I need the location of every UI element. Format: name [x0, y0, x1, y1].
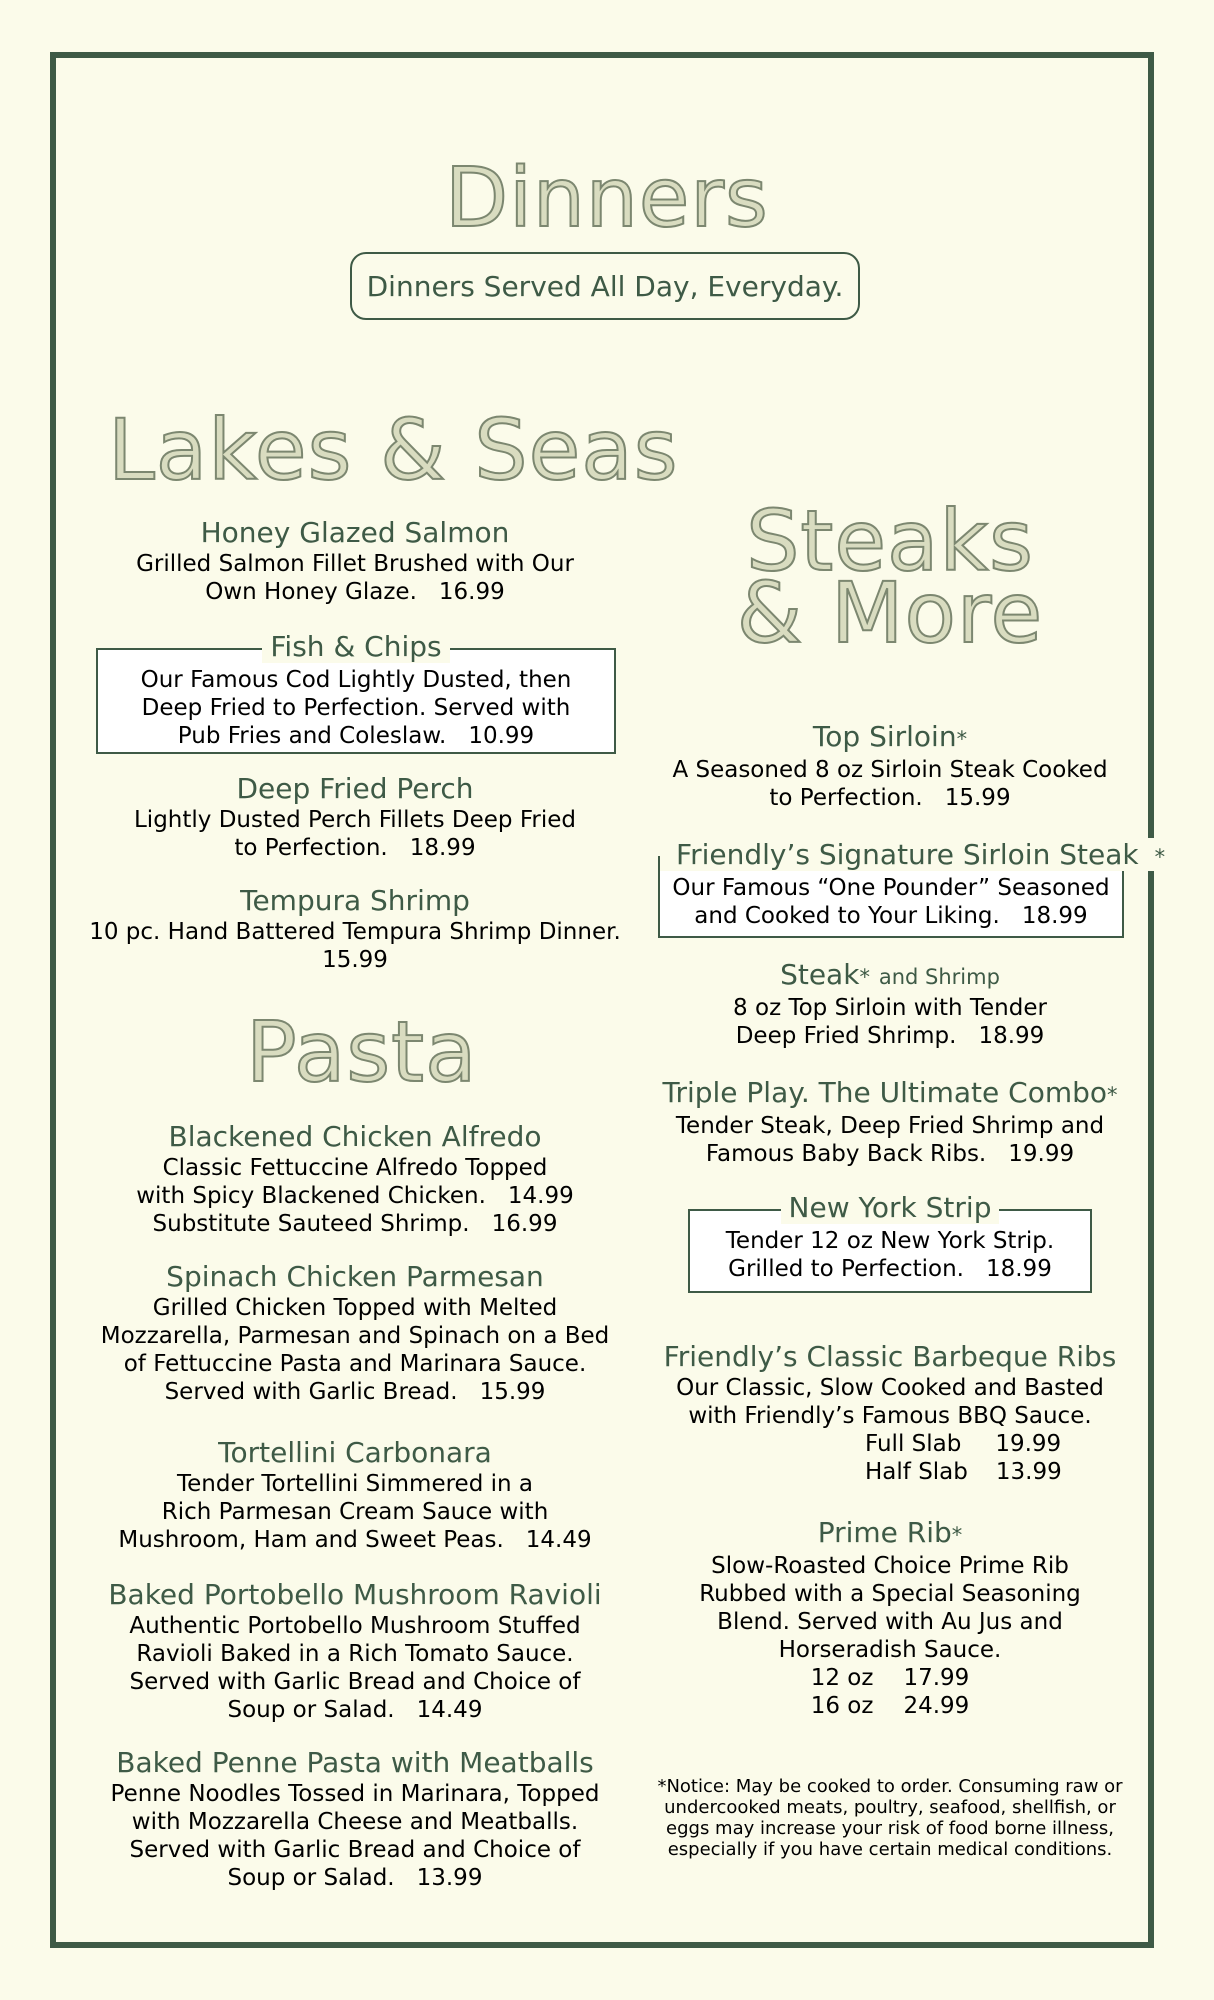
page-title: Dinners [445, 151, 769, 246]
item-price: 18.99 [409, 835, 476, 861]
item-desc: Grilled Chicken Topped with Melted [152, 1295, 558, 1321]
section-title-pasta: Pasta [246, 1003, 478, 1101]
item-price: 15.99 [479, 1379, 546, 1405]
item-name: Honey Glazed Salmon [200, 516, 510, 549]
menu-item [655, 958, 1125, 1050]
item-price: 24.99 [903, 1693, 970, 1719]
item-desc: Soup or Salad. [227, 1697, 395, 1723]
item-desc: Tender Steak, Deep Fried Shrimp and [675, 1113, 1105, 1139]
item-price: 19.99 [1008, 1141, 1075, 1167]
item-star: * [1147, 845, 1174, 869]
item-desc: Served with Garlic Bread. [164, 1379, 458, 1405]
menu-item [655, 1076, 1125, 1168]
menu-item [80, 884, 630, 974]
item-name: Steak [780, 958, 860, 991]
item-desc: with Friendly’s Famous BBQ Sauce. [688, 1403, 1092, 1429]
item-desc: Tender 12 oz New York Strip. [725, 1228, 1055, 1254]
item-desc: to Perfection. [769, 785, 923, 811]
item-desc: Horseradish Sauce. [778, 1637, 1002, 1663]
item-star: * [859, 965, 870, 989]
section-title-steaks-more [700, 492, 1080, 662]
item-desc: Slow-Roasted Choice Prime Rib [711, 1553, 1069, 1579]
item-desc: Grilled Salmon Fillet Brushed with Our [136, 551, 574, 577]
menu-item [90, 772, 620, 862]
item-desc: Served with Garlic Bread and Choice of [129, 1837, 581, 1863]
item-desc: Ravioli Baked in a Rich Tomato Sauce. [136, 1641, 574, 1667]
featured-item [658, 838, 1166, 938]
item-name: Tempura Shrimp [240, 884, 470, 917]
item-desc: of Fettuccine Pasta and Marinara Sauce. [123, 1351, 587, 1377]
menu-item [90, 1746, 620, 1892]
item-name: Blackened Chicken Alfredo [168, 1120, 542, 1153]
item-star: * [1107, 1083, 1118, 1107]
banner-text: Dinners Served All Day, Everyday. [366, 269, 844, 303]
item-price: 18.99 [1021, 903, 1088, 929]
item-desc: 8 oz Top Sirloin with Tender [733, 995, 1047, 1021]
item-name: Deep Fried Perch [236, 772, 474, 805]
item-desc: with Mozzarella Cheese and Meatballs. [131, 1809, 579, 1835]
featured-item [96, 630, 616, 754]
item-price: 16.99 [438, 579, 505, 605]
item-name: Prime Rib [817, 1516, 952, 1549]
item-price: 15.99 [944, 785, 1011, 811]
item-price: 14.49 [416, 1697, 483, 1723]
item-option: Full Slab [865, 1431, 962, 1457]
item-name: Spinach Chicken Parmesan [166, 1260, 544, 1293]
item-name: Friendly’s Classic Barbeque Ribs [663, 1340, 1117, 1373]
item-desc: Mushroom, Ham and Sweet Peas. [118, 1527, 504, 1553]
steaks-line-1: Steaks [746, 492, 1034, 590]
item-desc: with Spicy Blackened Chicken. [136, 1183, 486, 1209]
menu-item [655, 1516, 1125, 1720]
item-desc: Our Famous Cod Lightly Dusted, then [140, 667, 572, 693]
item-price: 13.99 [995, 1459, 1062, 1485]
section-title-lakes-seas: Lakes & Seas [108, 401, 679, 499]
item-name: Triple Play. The Ultimate Combo [662, 1076, 1108, 1109]
item-star: * [956, 727, 968, 751]
item-desc: Blend. Served with Au Jus and [717, 1609, 1063, 1635]
item-name: Friendly’s Signature Sirloin Steak [668, 838, 1147, 871]
item-price: 13.99 [416, 1865, 483, 1891]
item-price: 18.99 [985, 1256, 1052, 1282]
item-desc: Rubbed with a Special Seasoning [699, 1581, 1081, 1607]
item-desc: Grilled to Perfection. [728, 1256, 964, 1282]
item-desc: and Cooked to Your Liking. [694, 903, 1000, 929]
food-safety-notice: *Notice: May be cooked to order. Consuming raw or undercooked meats, poultry, seafood, shellfish, or eggs may increase your risk of food borne illness, especially if you have certain medical conditions. [657, 1776, 1123, 1860]
item-desc: Our Famous “One Pounder” Seasoned [672, 875, 1110, 901]
item-price: 14.99 [507, 1183, 574, 1209]
item-price: 10.99 [468, 723, 535, 749]
item-desc: Pub Fries and Coleslaw. [177, 723, 447, 749]
item-desc: Famous Baby Back Ribs. [705, 1141, 987, 1167]
item-desc: 10 pc. Hand Battered Tempura Shrimp Dinner. [89, 919, 621, 945]
item-desc: Classic Fettuccine Alfredo Topped [162, 1155, 548, 1181]
item-desc: Deep Fried Shrimp. [735, 1023, 957, 1049]
item-desc: Substitute Sauteed Shrimp. [152, 1211, 470, 1237]
menu-item [90, 1436, 620, 1554]
item-desc: Penne Noodles Tossed in Marinara, Topped [110, 1781, 600, 1807]
item-price: 19.99 [995, 1431, 1062, 1457]
item-desc: Own Honey Glaze. [205, 579, 417, 605]
menu-item [90, 1260, 620, 1406]
menu-item [90, 516, 620, 606]
item-desc: Served with Garlic Bread and Choice of [129, 1669, 581, 1695]
item-desc: Our Classic, Slow Cooked and Basted [676, 1375, 1104, 1401]
item-star: * [951, 1523, 963, 1547]
featured-item [688, 1191, 1092, 1293]
item-price: 18.99 [978, 1023, 1045, 1049]
item-option: 16 oz [810, 1693, 874, 1719]
item-desc: Deep Fried to Perfection. Served with [141, 695, 571, 721]
item-price: 15.99 [322, 947, 388, 973]
item-name: Top Sirloin [812, 720, 957, 753]
item-desc: Authentic Portobello Mushroom Stuffed [129, 1613, 581, 1639]
item-name: Baked Penne Pasta with Meatballs [116, 1746, 594, 1779]
item-option: Half Slab [865, 1459, 968, 1485]
steaks-line-2: & More [736, 564, 1044, 662]
item-option: 12 oz [810, 1665, 874, 1691]
menu-item [655, 1340, 1125, 1486]
item-name: Tortellini Carbonara [218, 1436, 492, 1469]
item-name: New York Strip [781, 1191, 1000, 1224]
item-desc: Tender Tortellini Simmered in a [176, 1471, 533, 1497]
menu-item [655, 720, 1125, 812]
menu-item [90, 1578, 620, 1724]
item-name: Baked Portobello Mushroom Ravioli [108, 1578, 602, 1611]
item-desc: Lightly Dusted Perch Fillets Deep Fried [133, 807, 576, 833]
item-desc: Rich Parmesan Cream Sauce with [161, 1499, 549, 1525]
item-desc: Soup or Salad. [227, 1865, 395, 1891]
item-name-suffix: and Shrimp [878, 965, 1000, 989]
banner [350, 252, 860, 320]
menu-item [90, 1120, 620, 1238]
item-desc: to Perfection. [234, 835, 388, 861]
item-desc: A Seasoned 8 oz Sirloin Steak Cooked [672, 757, 1108, 783]
item-desc: Mozzarella, Parmesan and Spinach on a Bed [100, 1323, 610, 1349]
item-price: 16.99 [491, 1211, 558, 1237]
item-price: 14.49 [525, 1527, 592, 1553]
item-price: 17.99 [903, 1665, 970, 1691]
item-name: Fish & Chips [262, 630, 449, 663]
